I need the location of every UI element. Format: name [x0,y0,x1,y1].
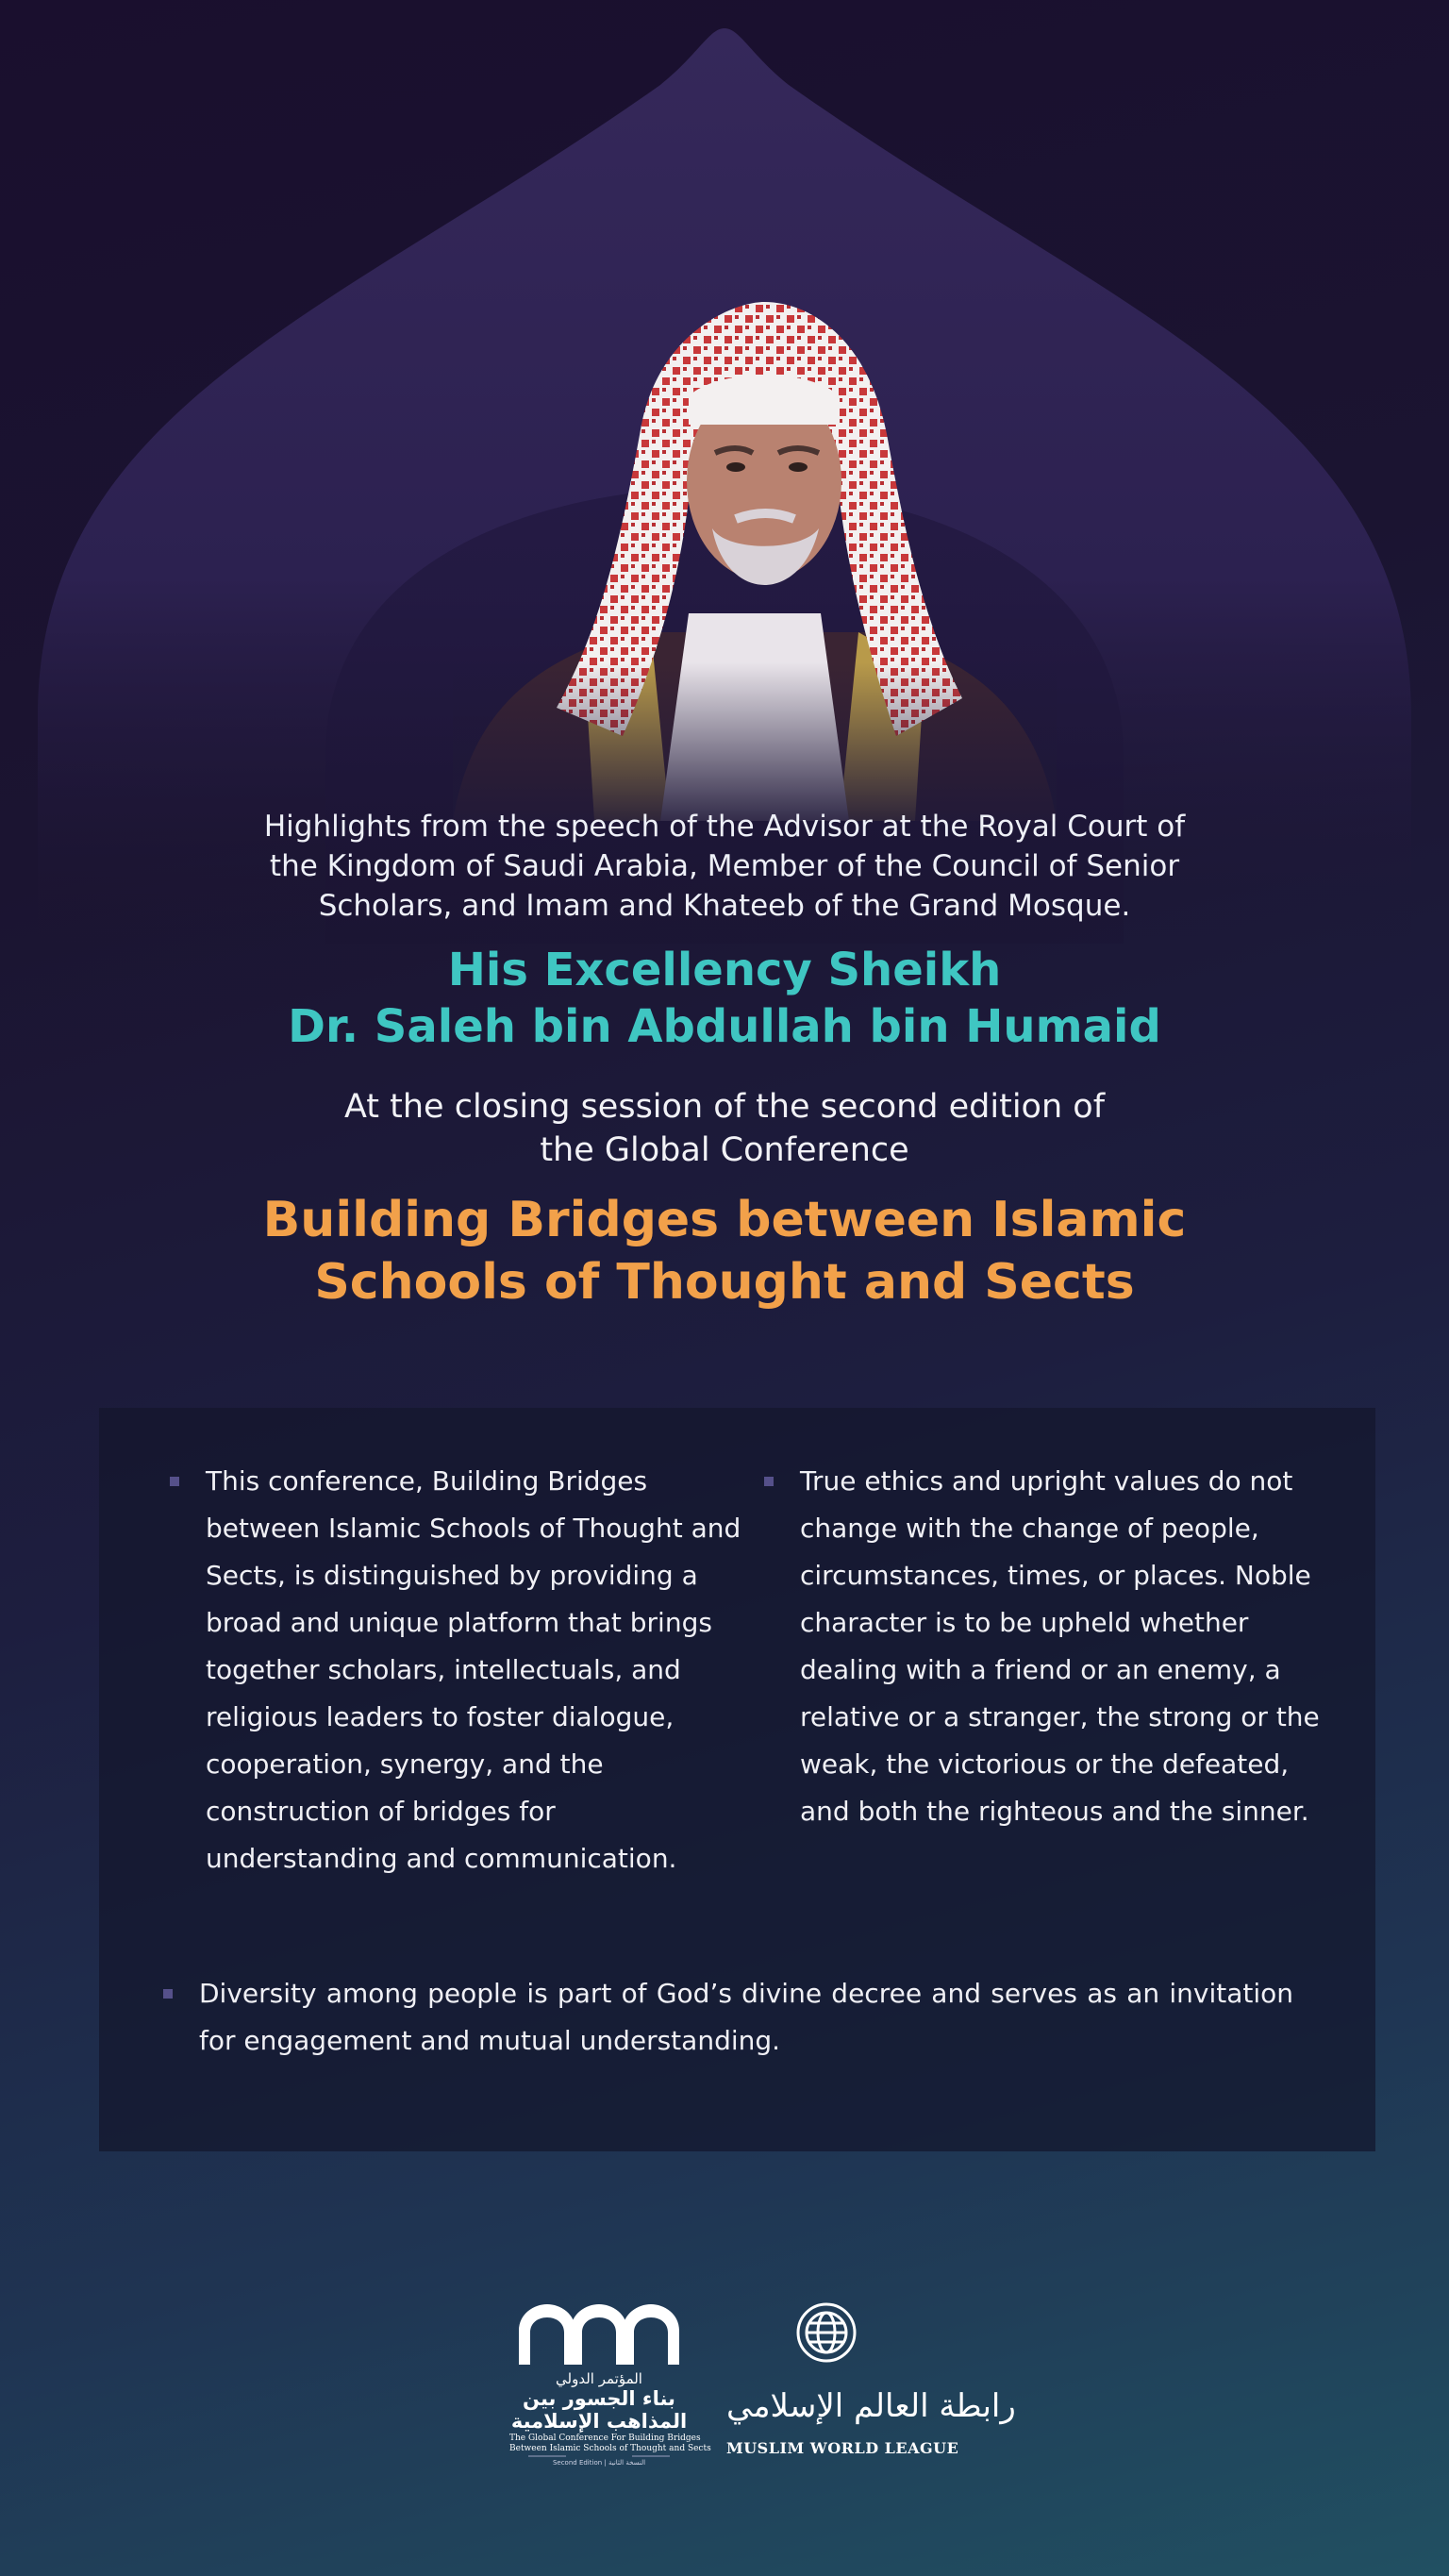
highlight-point-3-text: Diversity among people is part of God’s divine decree and serves as an invitation for engagement and mutual understanding. [199,1978,1293,2056]
conference-logo-ar-line3: المذاهب الإسلامية [510,2410,688,2433]
highlight-point-1 [206,1458,743,1882]
conference-logo-ar-line2: بناء الجسور بين [523,2387,675,2410]
bullet-square-icon [170,1477,179,1486]
highlight-point-1-text: This conference, Building Bridges between Islamic Schools of Thought and Sects, is distinguished by providing a broad and unique platform that brings together scholars, intellectuals, and religious leaders to foster dialogue, cooperation, synergy, and the construction of bridges for understanding and communication. [206,1465,741,1874]
conference-logo-ar-line1: المؤتمر الدولي [556,2370,642,2387]
intro-text: Highlights from the speech of the Advisor at the Royal Court of the Kingdom of Saudi Arabia, Member of the Council of Senior Scholars, and Imam and Khateeb of the Grand Mosque. [263,810,1186,923]
sheikh-portrait [453,293,1057,821]
conference-title-line2: Schools of Thought and Sects [314,1254,1135,1311]
conference-title-line1: Building Bridges between Islamic [262,1192,1187,1248]
session-line1: At the closing session of the second edition of [343,1088,1106,1126]
mwl-logo-arabic: رابطة العالم الإسلامي [726,2387,1016,2425]
globe-emblem-icon [798,2304,855,2361]
highlight-point-2-text: True ethics and upright values do not change with the change of people, circumstances, times, or places. Noble character is to be upheld whether dealing with a friend or an enemy, a relative or a stranger, the strong or the weak, the victorious or the defeated, and both the righteous and the sinner. [800,1465,1320,1827]
bullet-square-icon [163,1989,173,1999]
highlight-point-2 [800,1458,1328,1835]
speaker-name-line2: Dr. Saleh bin Abdullah bin Humaid [288,1000,1161,1053]
conference-logo-en-line1: The Global Conference For Building Bridges [509,2434,701,2443]
speaker-name [158,942,1291,1055]
conference-logo-edition: Second Edition | النسخة الثانية [552,2459,646,2467]
conference-logo-en-line2: Between Islamic Schools of Thought and Sects [509,2444,711,2453]
mwl-logo-english: MUSLIM WORLD LEAGUE [726,2439,959,2457]
session-line2: the Global Conference [540,1131,909,1169]
session-text [253,1085,1196,1172]
conference-arches-icon [519,2304,679,2365]
speaker-name-line1: His Excellency Sheikh [447,944,1002,996]
highlight-point-3 [199,1970,1293,2065]
bullet-square-icon [764,1477,774,1486]
conference-title [158,1189,1291,1313]
